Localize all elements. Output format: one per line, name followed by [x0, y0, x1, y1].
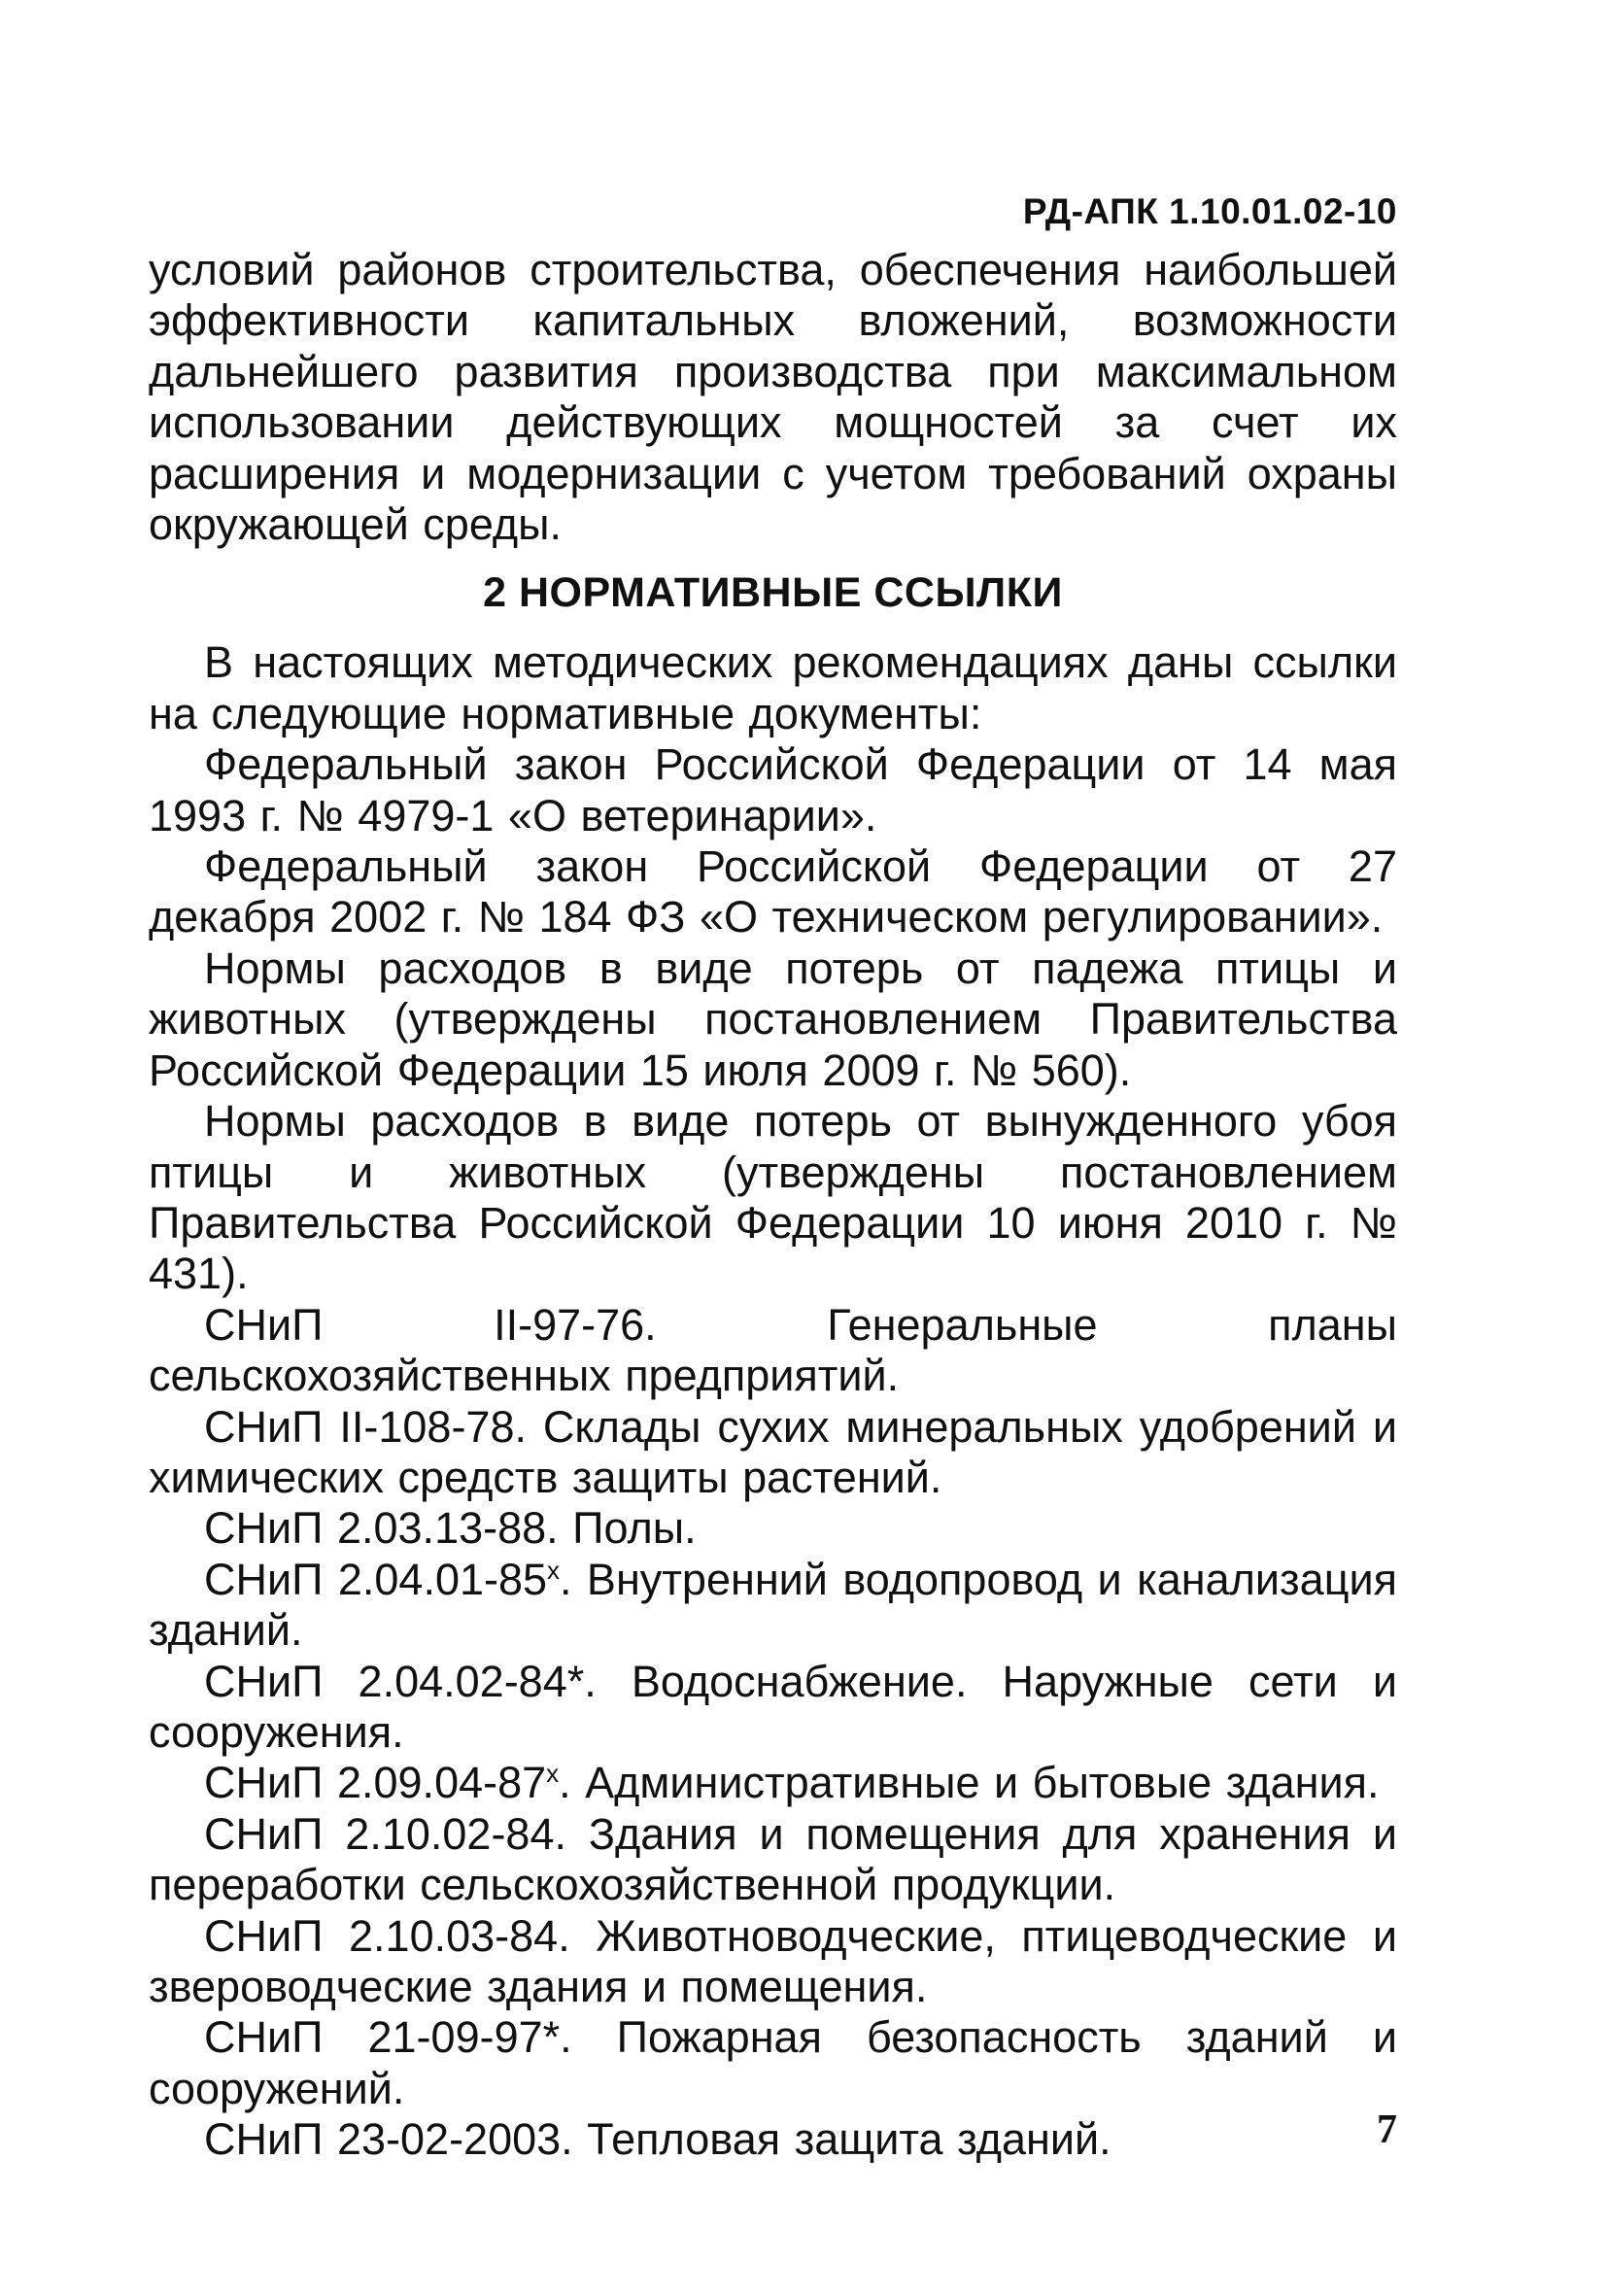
- reference-superscript: x: [546, 1759, 560, 1789]
- reference-item: [149, 1555, 1397, 1657]
- reference-item: Нормы расходов в виде потерь от падежа птицы и животных (утверждены постановлением Правительства Российской Федерации 15 июля 2009 г. № 560).: [149, 942, 1397, 1095]
- intro-paragraph: условий районов строительства, обеспечения наибольшей эффективности капитальных вложений, возможности дальнейшего развития производства при максимальном использовании действующих мощностей за счет их расширения и модернизации с учетом требований охраны окружающей среды.: [149, 245, 1397, 550]
- reference-code: СНиП 2.09.04-87: [204, 1758, 547, 1808]
- reference-item: СНиП 2.10.02-84. Здания и помещения для хранения и переработки сельскохозяйственной продукции.: [149, 1808, 1397, 1910]
- section-title: 2 НОРМАТИВНЫЕ ССЫЛКИ: [483, 569, 1063, 617]
- page-number: 7: [1377, 2108, 1397, 2152]
- reference-title: . Административные и бытовые здания.: [559, 1758, 1380, 1808]
- reference-item: СНиП 23-02-2003. Тепловая защита зданий.: [204, 2114, 1111, 2165]
- document-code-header: РД-АПК 1.10.01.02-10: [1022, 191, 1397, 231]
- reference-item: [149, 1758, 1397, 1808]
- reference-item: СНиП 21-09-97*. Пожарная безопасность зданий и сооружений.: [149, 2012, 1397, 2113]
- reference-item: СНиП II-108-78. Склады сухих минеральных удобрений и химических средств защиты растений.: [149, 1401, 1397, 1502]
- reference-item: Нормы расходов в виде потерь от вынужденного убоя птицы и животных (утверждены постановлением Правительства Российской Федерации 10 июня 2010 г. № 431).: [149, 1096, 1397, 1299]
- paragraph-intro-references: В настоящих методических рекомендациях даны ссылки на следующие нормативные документы:: [149, 637, 1397, 738]
- reference-code: СНиП 2.04.01-85: [204, 1554, 548, 1604]
- reference-item: Федеральный закон Российской Федерации от 14 мая 1993 г. № 4979-1 «О ветеринарии».: [149, 739, 1397, 840]
- reference-item: СНиП 2.03.13-88. Полы.: [204, 1503, 697, 1554]
- reference-item: СНиП 2.10.03-84. Животноводческие, птицеводческие и звероводческие здания и помещения.: [149, 1910, 1397, 2011]
- reference-title: . Внутренний водопровод и канализация зданий.: [149, 1554, 1397, 1656]
- reference-item: СНиП 2.04.02-84*. Водоснабжение. Наружные сети и сооружения.: [149, 1656, 1397, 1757]
- document-page: [149, 0, 1397, 2296]
- reference-item: СНиП II-97-76. Генеральные планы сельскохозяйственных предприятий.: [149, 1299, 1397, 1401]
- reference-superscript: x: [547, 1555, 561, 1585]
- text-block: [149, 245, 1397, 2166]
- reference-item: Федеральный закон Российской Федерации от 27 декабря 2002 г. № 184 ФЗ «О техническом регулировании».: [149, 841, 1397, 942]
